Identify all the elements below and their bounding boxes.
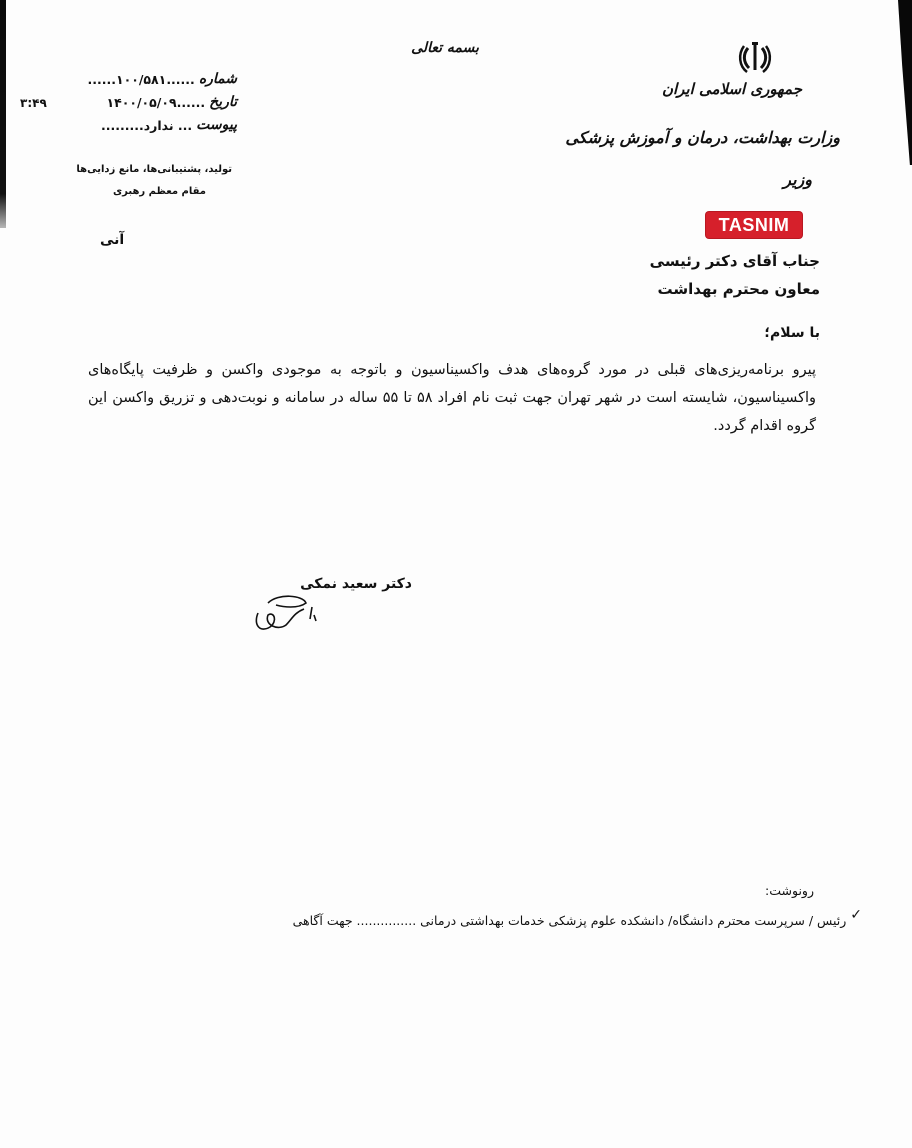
number-value: ......۱۰۰/۵۸۱...... xyxy=(87,72,195,87)
iran-emblem-icon xyxy=(735,40,775,76)
scan-edge-left xyxy=(0,0,6,228)
office-title: وزیر xyxy=(783,170,812,189)
number-row xyxy=(87,68,237,91)
attachment-value: ... ندارد......... xyxy=(101,118,193,133)
scan-edge-right xyxy=(898,0,912,165)
country-name: جمهوری اسلامی ایران xyxy=(661,80,802,98)
handwritten-signature-icon xyxy=(248,585,328,635)
letter-meta xyxy=(87,68,237,137)
slogan-line: تولید، پشتیبانی‌ها، مانع زدایی‌ها xyxy=(76,164,232,175)
priority-label: آنی xyxy=(100,232,125,248)
number-label: شماره xyxy=(198,71,237,87)
greeting: با سلام؛ xyxy=(764,325,820,341)
cc-recipient-line xyxy=(292,907,862,928)
signer-name: دکتر سعید نمکی xyxy=(300,576,412,592)
date-row xyxy=(87,91,237,114)
stamp-time: ۳:۴۹ xyxy=(20,96,47,110)
check-icon: ✓ xyxy=(850,907,862,923)
bismillah: بسمه تعالی xyxy=(411,40,479,56)
slogan-attribution: مقام معظم رهبری xyxy=(112,186,206,197)
cc-recipient-text: رئیس / سرپرست محترم دانشگاه/ دانشکده علوم پزشکی خدمات بهداشتی درمانی ............... جهت آگاهی xyxy=(292,913,847,928)
ministry-name: وزارت بهداشت، درمان و آموزش پزشکی xyxy=(565,128,840,147)
addressee-title: معاون محترم بهداشت xyxy=(657,280,820,298)
attachment-label: پیوست xyxy=(196,117,237,133)
date-value: ......۱۴۰۰/۰۵/۰۹ xyxy=(106,95,206,110)
cc-label: رونوشت: xyxy=(765,883,814,898)
tasnim-watermark: TASNIM xyxy=(706,212,802,238)
date-label: تاریخ xyxy=(209,94,237,110)
attachment-row xyxy=(87,114,237,137)
addressee-name: جناب آقای دکتر رئیسی xyxy=(649,252,820,270)
letter-body: پیرو برنامه‌ریزی‌های قبلی در مورد گروه‌های هدف واکسیناسیون و باتوجه به موجودی واکسن و ظرفیت پایگاه‌های واکسیناسیون، شایسته است در شهر تهران جهت ثبت نام افراد ۵۸ تا ۵۵ ساله در سامانه و نوبت‌دهی و تزریق واکسن این گروه اقدام گردد. xyxy=(88,362,817,434)
